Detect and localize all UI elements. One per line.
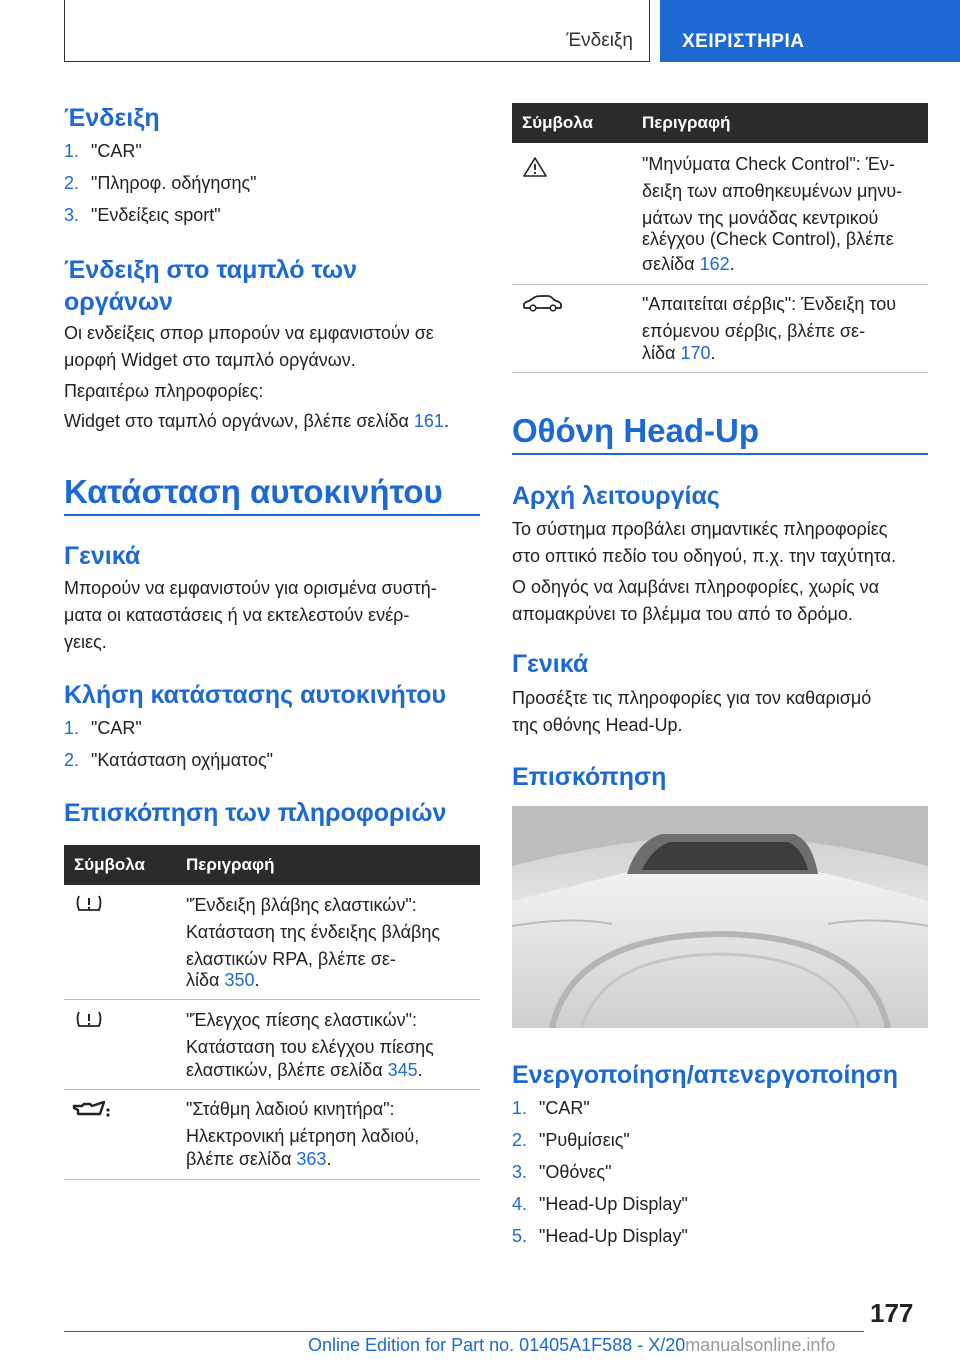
table-header	[64, 845, 480, 885]
table-cell-line: ελαστικών RPA, βλέπε σε-	[186, 949, 396, 969]
table-cell-line: "Ένδειξη βλάβης ελαστικών":	[186, 895, 417, 915]
column-header-symbols: Σύμβολα	[522, 113, 593, 132]
heading-rule	[512, 453, 928, 455]
list-item: 2. "Κατάσταση οχήματος"	[64, 750, 274, 770]
table-cell-line: επόμενου σέρβις, βλέπε σε-	[642, 321, 866, 341]
page-number: 177	[870, 1298, 914, 1328]
table-row-divider	[512, 284, 928, 285]
oil-can-icon	[70, 1098, 114, 1122]
list-item: 1. "CAR"	[64, 141, 142, 161]
paragraph-line: απομακρύνει το βλέμμα του από το δρόμο.	[512, 604, 853, 624]
table-cell-line: σελίδα 162.	[642, 254, 735, 274]
page-link[interactable]: 161	[413, 411, 444, 431]
table-cell-line: Κατάσταση της ένδειξης βλάβης	[186, 922, 441, 942]
table-row-divider	[64, 999, 480, 1000]
headup-display-photo	[512, 806, 928, 1028]
service-car-icon	[520, 292, 564, 316]
paragraph-line: Το σύστημα προβάλει σημαντικές πληροφορίες	[512, 519, 888, 539]
page-link[interactable]: 363	[296, 1149, 327, 1169]
list-item: 3. "Ενδείξεις sport"	[64, 205, 221, 225]
watermark: manualsonline.info	[685, 1335, 836, 1355]
heading-energopoiisi: Ενεργοποίηση/απενεργοποίηση	[512, 1061, 899, 1089]
heading-genika: Γενικά	[64, 542, 141, 570]
heading-klisi: Κλήση κατάστασης αυτοκινήτου	[64, 681, 447, 709]
paragraph-line: Οι ενδείξεις σπορ μπορούν να εμφανιστούν σε	[64, 323, 434, 343]
column-header-symbols: Σύμβολα	[74, 855, 145, 874]
list-item: 1. "CAR"	[64, 718, 142, 738]
table-cell-line: ελέγχου (Check Control), βλέπε	[642, 229, 894, 249]
warning-triangle-icon	[522, 156, 548, 178]
heading-tamplo-line1: Ένδειξη στο ταμπλό των	[64, 256, 357, 284]
heading-episkopisi-pliroforion: Επισκόπηση των πληροφοριών	[64, 799, 447, 827]
heading-rule	[64, 514, 480, 516]
paragraph-line: Μπορούν να εμφανιστούν για ορισμένα συστή-	[64, 578, 437, 598]
table-row-divider	[64, 1089, 480, 1090]
table-cell-line: Ηλεκτρονική μέτρηση λαδιού,	[186, 1126, 420, 1146]
table-cell-line: λίδα 170.	[642, 343, 716, 363]
heading-arxi: Αρχή λειτουργίας	[512, 482, 720, 510]
page-link[interactable]: 170	[680, 343, 711, 363]
table-cell-line: "Στάθμη λαδιού κινητήρα":	[186, 1099, 395, 1119]
table-cell-line: ελαστικών, βλέπε σελίδα 345.	[186, 1060, 423, 1080]
table-header	[512, 103, 928, 143]
page-link[interactable]: 162	[699, 254, 730, 274]
header-chapter-title: ΧΕΙΡΙΣΤΗΡΙΑ	[682, 31, 805, 52]
heading-katastasi: Κατάσταση αυτοκινήτου	[64, 473, 443, 510]
table-cell-line: "Απαιτείται σέρβις": Ένδειξη του	[642, 294, 897, 314]
paragraph-line: Ο οδηγός να λαμβάνει πληροφορίες, χωρίς να	[512, 577, 880, 597]
paragraph-ref: Widget στο ταμπλό οργάνων, βλέπε σελίδα 161.	[64, 411, 449, 431]
list-item: 3. "Οθόνες"	[512, 1162, 612, 1182]
footer-edition: Online Edition for Part no. 01405A1F588 - X/20manualsonline.info	[308, 1335, 836, 1355]
column-header-description: Περιγραφή	[642, 113, 731, 132]
heading-episkopisi: Επισκόπηση	[512, 763, 667, 791]
page-link[interactable]: 345	[387, 1060, 418, 1080]
table-cell-line: μάτων της μονάδας κεντρικού	[642, 208, 879, 228]
table-cell-line: δειξη των αποθηκευμένων μηνυ-	[642, 181, 903, 201]
list-item: 4. "Head-Up Display"	[512, 1194, 688, 1214]
table-row-divider	[512, 372, 928, 373]
tire-warning-icon	[74, 894, 104, 914]
paragraph-line: γειες.	[64, 632, 107, 652]
heading-genika-right: Γενικά	[512, 650, 589, 678]
paragraph-line: στο οπτικό πεδίο του οδηγού, π.χ. την ταχύτητα.	[512, 546, 897, 566]
list-item: 5. "Head-Up Display"	[512, 1226, 688, 1246]
paragraph-line: μορφή Widget στο ταμπλό οργάνων.	[64, 350, 356, 370]
table-cell-line: "Μηνύματα Check Control": Έν-	[642, 154, 895, 174]
paragraph-line: της οθόνης Head-Up.	[512, 715, 683, 735]
column-header-description: Περιγραφή	[186, 855, 275, 874]
table-cell-line: λίδα 350.	[186, 970, 260, 990]
table-cell-line: βλέπε σελίδα 363.	[186, 1149, 332, 1169]
list-item: 1. "CAR"	[512, 1098, 590, 1118]
heading-headup: Οθόνη Head-Up	[512, 412, 760, 449]
table-cell-line: Κατάσταση του ελέγχου πίεσης	[186, 1037, 434, 1057]
page-link[interactable]: 350	[224, 970, 255, 990]
header-chapter-tab[interactable]	[660, 0, 960, 62]
heading-tamplo-line2: οργάνων	[64, 288, 173, 316]
list-item: 2. "Πληροφ. οδήγησης"	[64, 173, 257, 193]
header-section-box	[64, 0, 650, 62]
list-item: 2. "Ρυθμίσεις"	[512, 1130, 630, 1150]
tire-pressure-icon	[74, 1010, 104, 1030]
header-section-title: Ένδειξη	[566, 30, 633, 51]
table-row-divider	[64, 1179, 480, 1180]
paragraph-line: Προσέξτε τις πληροφορίες για τον καθαρισμό	[512, 688, 872, 708]
footer-rule	[64, 1331, 864, 1332]
table-cell-line: "Έλεγχος πίεσης ελαστικών":	[186, 1010, 418, 1030]
heading-endeixi: Ένδειξη	[64, 104, 160, 132]
paragraph-line: ματα οι καταστάσεις ή να εκτελεστούν ενέρ-	[64, 605, 410, 625]
paragraph-line: Περαιτέρω πληροφορίες:	[64, 381, 264, 401]
